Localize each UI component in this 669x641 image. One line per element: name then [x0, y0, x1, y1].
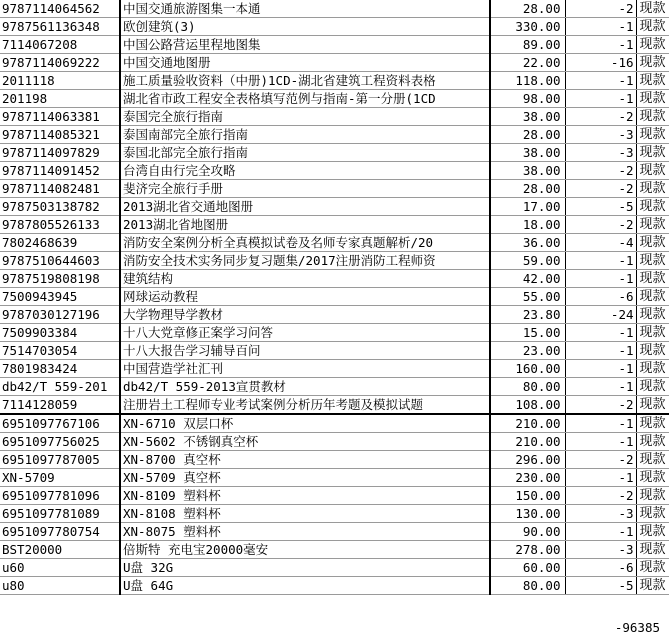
- cell-code[interactable]: 6951097781096: [0, 487, 120, 505]
- cell-code[interactable]: XN-5709: [0, 469, 120, 487]
- cell-price[interactable]: 28.00: [490, 126, 565, 144]
- cell-code[interactable]: 6951097756025: [0, 433, 120, 451]
- cell-quantity[interactable]: -3: [565, 126, 636, 144]
- cell-price[interactable]: 80.00: [490, 577, 565, 595]
- cell-name[interactable]: 中国营造学社汇刊: [120, 360, 490, 378]
- cell-code[interactable]: u80: [0, 577, 120, 595]
- cell-name[interactable]: 湖北省市政工程安全表格填写范例与指南-第一分册(1CD: [120, 90, 490, 108]
- cell-quantity[interactable]: -3: [565, 541, 636, 559]
- cell-price[interactable]: 118.00: [490, 72, 565, 90]
- cell-price[interactable]: 59.00: [490, 252, 565, 270]
- cell-quantity[interactable]: -1: [565, 433, 636, 451]
- table-row[interactable]: [0, 72, 669, 90]
- cell-payment[interactable]: 现款: [636, 180, 669, 198]
- table-row[interactable]: [0, 342, 669, 360]
- table-row[interactable]: [0, 451, 669, 469]
- cell-price[interactable]: 23.80: [490, 306, 565, 324]
- table-row[interactable]: [0, 360, 669, 378]
- cell-price[interactable]: 98.00: [490, 90, 565, 108]
- cell-price[interactable]: 42.00: [490, 270, 565, 288]
- cell-price[interactable]: 210.00: [490, 433, 565, 451]
- table-row[interactable]: [0, 252, 669, 270]
- cell-code[interactable]: 9787114091452: [0, 162, 120, 180]
- cell-code[interactable]: db42/T 559-201: [0, 378, 120, 396]
- cell-payment[interactable]: 现款: [636, 324, 669, 342]
- cell-quantity[interactable]: -2: [565, 216, 636, 234]
- cell-payment[interactable]: 现款: [636, 72, 669, 90]
- cell-name[interactable]: 2013湖北省地图册: [120, 216, 490, 234]
- cell-name[interactable]: 施工质量验收资料（中册)1CD-湖北省建筑工程资料表格: [120, 72, 490, 90]
- cell-price[interactable]: 38.00: [490, 108, 565, 126]
- cell-name[interactable]: 泰国北部完全旅行指南: [120, 144, 490, 162]
- cell-name[interactable]: 中国交通地图册: [120, 54, 490, 72]
- table-row[interactable]: [0, 0, 669, 18]
- cell-name[interactable]: 泰国南部完全旅行指南: [120, 126, 490, 144]
- cell-name[interactable]: 斐济完全旅行手册: [120, 180, 490, 198]
- cell-payment[interactable]: 现款: [636, 144, 669, 162]
- cell-payment[interactable]: 现款: [636, 469, 669, 487]
- cell-price[interactable]: 22.00: [490, 54, 565, 72]
- table-row[interactable]: [0, 469, 669, 487]
- cell-quantity[interactable]: -2: [565, 451, 636, 469]
- cell-name[interactable]: 建筑结构: [120, 270, 490, 288]
- table-row[interactable]: [0, 378, 669, 396]
- table-row[interactable]: [0, 198, 669, 216]
- table-row[interactable]: [0, 108, 669, 126]
- cell-quantity[interactable]: -1: [565, 270, 636, 288]
- cell-quantity[interactable]: -2: [565, 162, 636, 180]
- cell-code[interactable]: 7801983424: [0, 360, 120, 378]
- cell-quantity[interactable]: -3: [565, 144, 636, 162]
- cell-quantity[interactable]: -1: [565, 36, 636, 54]
- cell-quantity[interactable]: -1: [565, 252, 636, 270]
- cell-price[interactable]: 330.00: [490, 18, 565, 36]
- cell-quantity[interactable]: -1: [565, 414, 636, 433]
- cell-name[interactable]: 欧创建筑(3): [120, 18, 490, 36]
- cell-price[interactable]: 130.00: [490, 505, 565, 523]
- table-row[interactable]: [0, 270, 669, 288]
- cell-name[interactable]: db42/T 559-2013宣贯教材: [120, 378, 490, 396]
- cell-quantity[interactable]: -1: [565, 378, 636, 396]
- cell-price[interactable]: 90.00: [490, 523, 565, 541]
- cell-name[interactable]: XN-5709 真空杯: [120, 469, 490, 487]
- cell-name[interactable]: 大学物理导学教材: [120, 306, 490, 324]
- cell-payment[interactable]: 现款: [636, 126, 669, 144]
- cell-name[interactable]: 中国公路营运里程地图集: [120, 36, 490, 54]
- table-row[interactable]: [0, 36, 669, 54]
- cell-code[interactable]: 201198: [0, 90, 120, 108]
- cell-quantity[interactable]: -1: [565, 324, 636, 342]
- cell-price[interactable]: 296.00: [490, 451, 565, 469]
- cell-price[interactable]: 36.00: [490, 234, 565, 252]
- cell-code[interactable]: 9787519808198: [0, 270, 120, 288]
- cell-quantity[interactable]: -6: [565, 288, 636, 306]
- cell-name[interactable]: 十八大党章修正案学习问答: [120, 324, 490, 342]
- cell-payment[interactable]: 现款: [636, 451, 669, 469]
- table-row[interactable]: [0, 234, 669, 252]
- cell-quantity[interactable]: -16: [565, 54, 636, 72]
- table-row[interactable]: [0, 288, 669, 306]
- cell-payment[interactable]: 现款: [636, 541, 669, 559]
- cell-payment[interactable]: 现款: [636, 54, 669, 72]
- cell-name[interactable]: 消防安全技术实务同步复习题集/2017注册消防工程师资: [120, 252, 490, 270]
- cell-code[interactable]: 6951097780754: [0, 523, 120, 541]
- cell-price[interactable]: 108.00: [490, 396, 565, 415]
- table-row[interactable]: [0, 414, 669, 433]
- cell-code[interactable]: 7500943945: [0, 288, 120, 306]
- cell-payment[interactable]: 现款: [636, 288, 669, 306]
- cell-payment[interactable]: 现款: [636, 36, 669, 54]
- table-row[interactable]: [0, 559, 669, 577]
- cell-quantity[interactable]: -1: [565, 523, 636, 541]
- cell-code[interactable]: 6951097767106: [0, 414, 120, 433]
- cell-price[interactable]: 15.00: [490, 324, 565, 342]
- table-row[interactable]: [0, 433, 669, 451]
- table-row[interactable]: [0, 216, 669, 234]
- cell-quantity[interactable]: -2: [565, 396, 636, 415]
- cell-payment[interactable]: 现款: [636, 0, 669, 18]
- cell-code[interactable]: 7802468639: [0, 234, 120, 252]
- cell-quantity[interactable]: -24: [565, 306, 636, 324]
- cell-price[interactable]: 160.00: [490, 360, 565, 378]
- cell-payment[interactable]: 现款: [636, 306, 669, 324]
- cell-code[interactable]: 9787114063381: [0, 108, 120, 126]
- cell-name[interactable]: 注册岩土工程师专业考试案例分析历年考题及模拟试题: [120, 396, 490, 415]
- cell-quantity[interactable]: -2: [565, 180, 636, 198]
- cell-quantity[interactable]: -4: [565, 234, 636, 252]
- cell-name[interactable]: 中国交通旅游图集一本通: [120, 0, 490, 18]
- cell-price[interactable]: 28.00: [490, 180, 565, 198]
- cell-name[interactable]: XN-5602 不锈钢真空杯: [120, 433, 490, 451]
- cell-quantity[interactable]: -6: [565, 559, 636, 577]
- cell-price[interactable]: 23.00: [490, 342, 565, 360]
- table-row[interactable]: [0, 180, 669, 198]
- cell-quantity[interactable]: -1: [565, 18, 636, 36]
- cell-code[interactable]: 2011118: [0, 72, 120, 90]
- cell-quantity[interactable]: -1: [565, 72, 636, 90]
- cell-price[interactable]: 210.00: [490, 414, 565, 433]
- cell-code[interactable]: 9787030127196: [0, 306, 120, 324]
- cell-quantity[interactable]: -1: [565, 342, 636, 360]
- cell-payment[interactable]: 现款: [636, 342, 669, 360]
- cell-price[interactable]: 80.00: [490, 378, 565, 396]
- cell-quantity[interactable]: -2: [565, 0, 636, 18]
- cell-price[interactable]: 17.00: [490, 198, 565, 216]
- cell-price[interactable]: 60.00: [490, 559, 565, 577]
- cell-quantity[interactable]: -1: [565, 90, 636, 108]
- cell-payment[interactable]: 现款: [636, 487, 669, 505]
- total-value[interactable]: -96385: [614, 620, 660, 635]
- cell-code[interactable]: 9787114069222: [0, 54, 120, 72]
- cell-name[interactable]: XN-8700 真空杯: [120, 451, 490, 469]
- table-row[interactable]: [0, 577, 669, 595]
- cell-payment[interactable]: 现款: [636, 18, 669, 36]
- cell-payment[interactable]: 现款: [636, 414, 669, 433]
- cell-code[interactable]: u60: [0, 559, 120, 577]
- table-row[interactable]: [0, 487, 669, 505]
- cell-quantity[interactable]: -5: [565, 577, 636, 595]
- cell-payment[interactable]: 现款: [636, 270, 669, 288]
- cell-code[interactable]: 6951097781089: [0, 505, 120, 523]
- cell-payment[interactable]: 现款: [636, 90, 669, 108]
- cell-code[interactable]: 9787503138782: [0, 198, 120, 216]
- cell-quantity[interactable]: -1: [565, 360, 636, 378]
- cell-payment[interactable]: 现款: [636, 162, 669, 180]
- cell-price[interactable]: 38.00: [490, 162, 565, 180]
- cell-name[interactable]: 消防安全案例分析全真模拟试卷及名师专家真题解析/20: [120, 234, 490, 252]
- cell-code[interactable]: 9787510644603: [0, 252, 120, 270]
- cell-code[interactable]: 9787114064562: [0, 0, 120, 18]
- table-row[interactable]: [0, 126, 669, 144]
- cell-name[interactable]: XN-8108 塑料杯: [120, 505, 490, 523]
- cell-price[interactable]: 28.00: [490, 0, 565, 18]
- cell-code[interactable]: 7114067208: [0, 36, 120, 54]
- cell-quantity[interactable]: -3: [565, 505, 636, 523]
- cell-quantity[interactable]: -1: [565, 469, 636, 487]
- cell-payment[interactable]: 现款: [636, 234, 669, 252]
- cell-price[interactable]: 278.00: [490, 541, 565, 559]
- cell-payment[interactable]: 现款: [636, 360, 669, 378]
- cell-name[interactable]: U盘 64G: [120, 577, 490, 595]
- cell-quantity[interactable]: -2: [565, 108, 636, 126]
- cell-payment[interactable]: 现款: [636, 216, 669, 234]
- cell-code[interactable]: 9787114082481: [0, 180, 120, 198]
- cell-code[interactable]: 9787114085321: [0, 126, 120, 144]
- table-row[interactable]: [0, 523, 669, 541]
- cell-code[interactable]: 6951097787005: [0, 451, 120, 469]
- cell-code[interactable]: 7114128059: [0, 396, 120, 415]
- cell-payment[interactable]: 现款: [636, 252, 669, 270]
- cell-price[interactable]: 38.00: [490, 144, 565, 162]
- cell-price[interactable]: 18.00: [490, 216, 565, 234]
- cell-code[interactable]: 9787114097829: [0, 144, 120, 162]
- cell-quantity[interactable]: -2: [565, 487, 636, 505]
- table-row[interactable]: [0, 505, 669, 523]
- cell-code[interactable]: BST20000: [0, 541, 120, 559]
- cell-price[interactable]: 89.00: [490, 36, 565, 54]
- cell-payment[interactable]: 现款: [636, 505, 669, 523]
- cell-name[interactable]: XN-8075 塑料杯: [120, 523, 490, 541]
- cell-price[interactable]: 230.00: [490, 469, 565, 487]
- cell-name[interactable]: U盘 32G: [120, 559, 490, 577]
- table-row[interactable]: [0, 90, 669, 108]
- cell-payment[interactable]: 现款: [636, 559, 669, 577]
- cell-code[interactable]: 9787805526133: [0, 216, 120, 234]
- cell-name[interactable]: 倍斯特 充电宝20000毫安: [120, 541, 490, 559]
- cell-code[interactable]: 7509903384: [0, 324, 120, 342]
- cell-payment[interactable]: 现款: [636, 577, 669, 595]
- cell-payment[interactable]: 现款: [636, 378, 669, 396]
- cell-payment[interactable]: 现款: [636, 198, 669, 216]
- cell-price[interactable]: 150.00: [490, 487, 565, 505]
- table-row[interactable]: [0, 324, 669, 342]
- cell-payment[interactable]: 现款: [636, 108, 669, 126]
- table-row[interactable]: [0, 306, 669, 324]
- table-row[interactable]: [0, 54, 669, 72]
- cell-name[interactable]: 十八大报告学习辅导百问: [120, 342, 490, 360]
- cell-code[interactable]: 9787561136348: [0, 18, 120, 36]
- cell-price[interactable]: 55.00: [490, 288, 565, 306]
- cell-name[interactable]: XN-8109 塑料杯: [120, 487, 490, 505]
- cell-payment[interactable]: 现款: [636, 433, 669, 451]
- cell-name[interactable]: XN-6710 双层口杯: [120, 414, 490, 433]
- table-row[interactable]: [0, 396, 669, 415]
- cell-name[interactable]: 泰国完全旅行指南: [120, 108, 490, 126]
- cell-name[interactable]: 台湾自由行完全攻略: [120, 162, 490, 180]
- cell-code[interactable]: 7514703054: [0, 342, 120, 360]
- table-row[interactable]: [0, 162, 669, 180]
- cell-name[interactable]: 2013湖北省交通地图册: [120, 198, 490, 216]
- table-row[interactable]: [0, 144, 669, 162]
- table-row[interactable]: [0, 18, 669, 36]
- cell-quantity[interactable]: -5: [565, 198, 636, 216]
- cell-payment[interactable]: 现款: [636, 523, 669, 541]
- table-row[interactable]: [0, 541, 669, 559]
- cell-payment[interactable]: 现款: [636, 396, 669, 415]
- cell-name[interactable]: 网球运动教程: [120, 288, 490, 306]
